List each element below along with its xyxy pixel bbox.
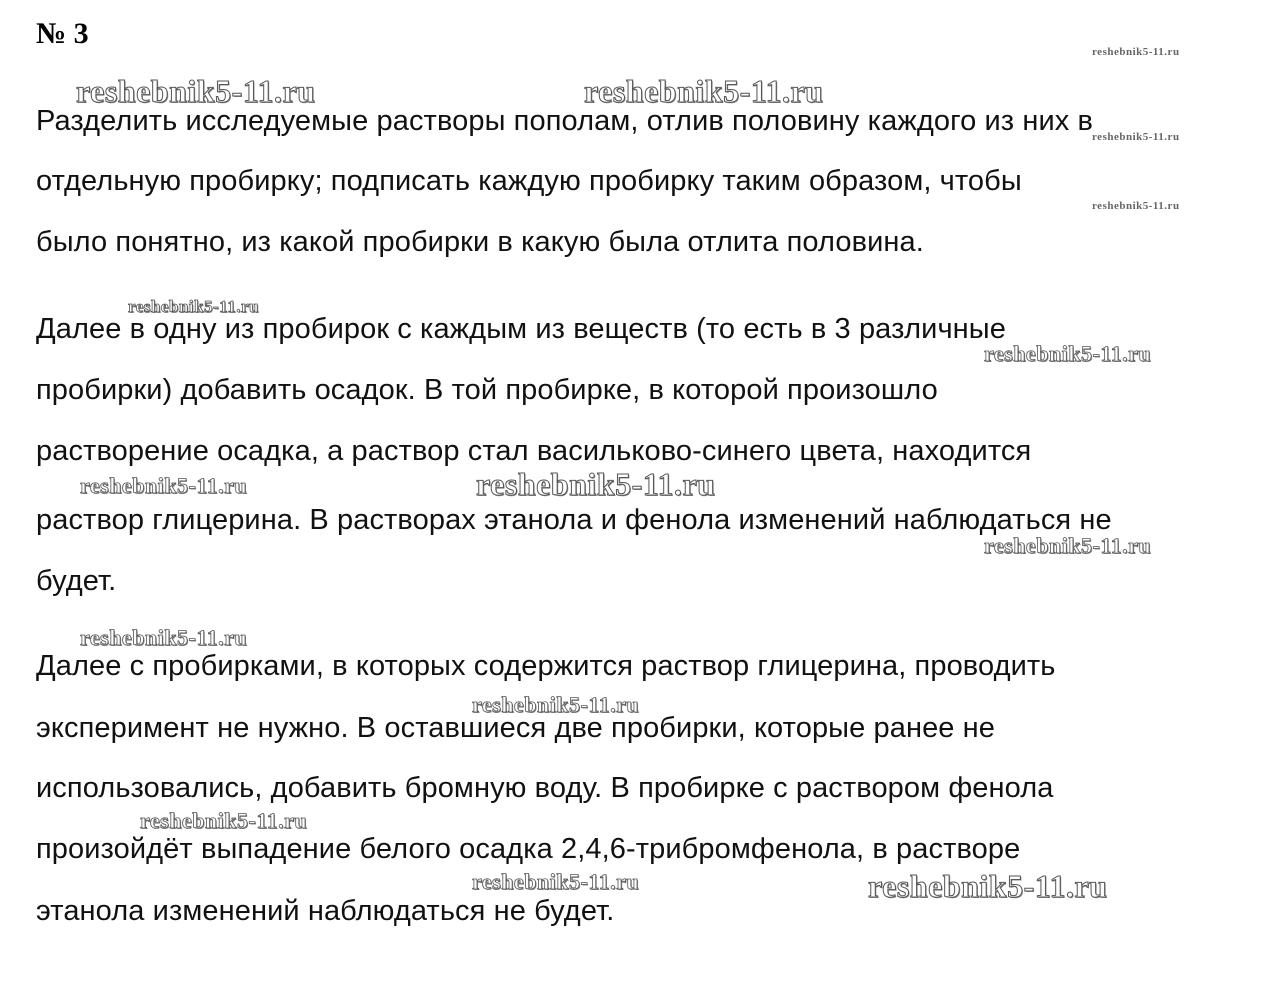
text-line: отдельную пробирку; подписать каждую пробирку таким образом, чтобы xyxy=(36,165,1022,197)
text-line: произойдёт выпадение белого осадка 2,4,6-трибромфенола, в растворе xyxy=(36,833,1021,865)
text-line: Далее в одну из пробирок с каждым из веществ (то есть в 3 различные xyxy=(36,313,1006,345)
text-line: растворение осадка, а раствор стал васильково-синего цвета, находится xyxy=(36,435,1032,467)
text-line: эксперимент не нужно. В оставшиеся две пробирки, которые ранее не xyxy=(36,712,996,744)
watermark: reshebnik5-11.ru xyxy=(472,692,640,717)
watermark: reshebnik5-11.ru xyxy=(984,533,1152,558)
watermark: reshebnik5-11.ru xyxy=(76,73,316,109)
text-line: будет. xyxy=(36,565,117,597)
watermark: reshebnik5-11.ru xyxy=(80,473,248,498)
watermark: reshebnik5-11.ru xyxy=(140,808,308,833)
watermark: reshebnik5-11.ru xyxy=(1092,200,1180,212)
watermark: reshebnik5-11.ru xyxy=(80,625,248,650)
watermark: reshebnik5-11.ru xyxy=(868,868,1108,904)
text-line: пробирки) добавить осадок. В той пробирке, в которой произошло xyxy=(36,374,938,406)
watermark: reshebnik5-11.ru xyxy=(476,466,716,502)
watermark: reshebnik5-11.ru xyxy=(584,73,824,109)
watermark: reshebnik5-11.ru xyxy=(984,341,1152,366)
watermark: reshebnik5-11.ru xyxy=(128,297,259,316)
task-number: № 3 xyxy=(36,17,89,50)
watermark: reshebnik5-11.ru xyxy=(1092,131,1180,143)
text-line: этанола изменений наблюдаться не будет. xyxy=(36,895,615,927)
watermark: reshebnik5-11.ru xyxy=(1092,46,1180,58)
text-line: было понятно, из какой пробирки в какую была отлита половина. xyxy=(36,226,924,258)
text-line: использовались, добавить бромную воду. В пробирке с раствором фенола xyxy=(36,772,1054,804)
text-line: Далее с пробирками, в которых содержится раствор глицерина, проводить xyxy=(36,650,1056,682)
watermark: reshebnik5-11.ru xyxy=(472,869,640,894)
text-line: раствор глицерина. В растворах этанола и фенола изменений наблюдаться не xyxy=(36,504,1112,536)
text-line: Разделить исследуемые растворы пополам, отлив половину каждого из них в xyxy=(36,105,1094,137)
